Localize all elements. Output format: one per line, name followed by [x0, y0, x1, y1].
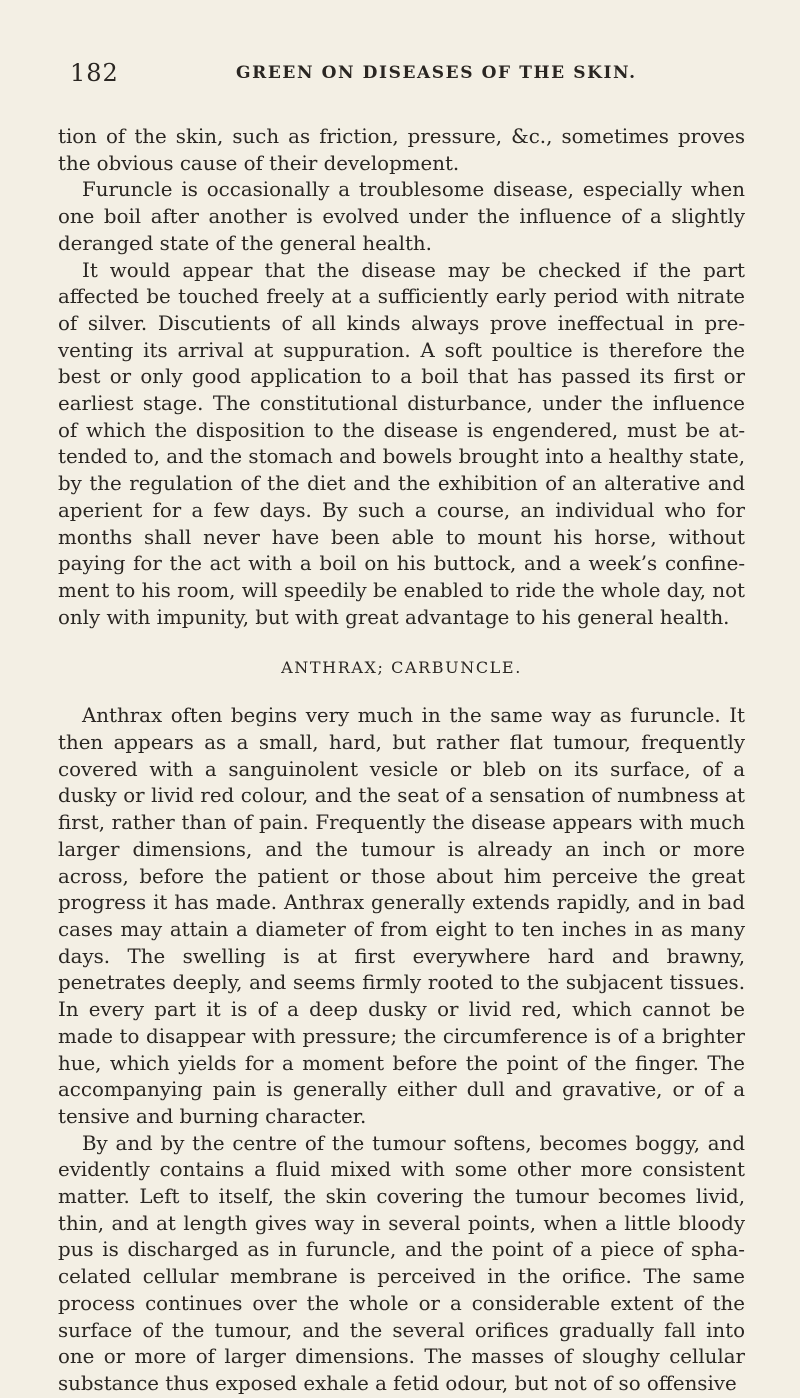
paragraph-continued: tion of the skin, such as friction, pressure, &c., sometimes proves the obvious cause of their development.	[58, 125, 745, 175]
section-heading: ANTHRAX; CARBUNCLE.	[281, 658, 522, 678]
running-head	[58, 56, 745, 100]
paragraph-treatment: It would appear that the disease may be checked if the part affected be touched freely at a sufficiently early period with nitrate of silver. Discutients of all kinds always prove ineffectual in pre-venting its arrival at suppuration. A soft poultice is therefore the best or only good application to a boil that has passed its first or earliest stage. The constitutional disturbance, under the influence of which the disposition to the disease is engendered, must be at-tended to, and the stomach and bowels brought into a healthy state, by the regulation of the diet and the exhibition of an alterative and aperient for a few days. By such a course, an individual who for months shall never have been able to mount his horse, without paying for the act with a boil on his buttock, and a week’s confine-ment to his room, will speedily be enabled to ride the whole day, not only with impunity, but with great advantage to his general health.	[58, 258, 745, 629]
paragraph-anthrax: Anthrax often begins very much in the same way as furuncle. It then appears as a small, hard, but rather flat tumour, frequently covered with a sanguinolent vesicle or bleb on its surface, of a dusky or livid red colour, and the seat of a sensation of numbness at first, rather than of pain. Frequently the disease appears with much larger dimensions, and the tumour is already an inch or more across, before the patient or those about him perceive the great progress it has made. Anthrax generally extends rapidly, and in bad cases may attain a diameter of from eight to ten inches in as many days. The swelling is at first everywhere hard and brawny, penetrates deeply, and seems firmly rooted to the subjacent tissues. In every part it is of a deep dusky or livid red, which cannot be made to disappear with pressure; the circumference is of a brighter hue, which yields for a moment before the point of the finger. The accompanying pain is generally either dull and gravative, or of a tensive and burning character.	[58, 704, 745, 1128]
running-head-title: GREEN ON DISEASES OF THE SKIN.	[236, 63, 637, 83]
paragraph-furuncle: Furuncle is occasionally a troublesome disease, especially when one boil after another is evolved under the influence of a slightly deranged state of the general health.	[58, 178, 745, 255]
paragraph-progression: By and by the centre of the tumour softens, becomes boggy, and evidently contains a fluid mixed with some other more consistent matter. Left to itself, the skin covering the tumour becomes livid, thin, and at length gives way in several points, when a little bloody pus is discharged as in furuncle, and the point of a piece of spha-celated cellular membrane is perceived in the orifice. The same process continues over the whole or a considerable extent of the surface of the tumour, and the several orifices gradually fall into one or more of larger dimensions. The masses of sloughy cellular substance thus exposed exhale a fetid odour, but not of so offensive	[58, 1131, 745, 1395]
body-text	[58, 124, 745, 1398]
page-number: 182	[70, 59, 119, 87]
